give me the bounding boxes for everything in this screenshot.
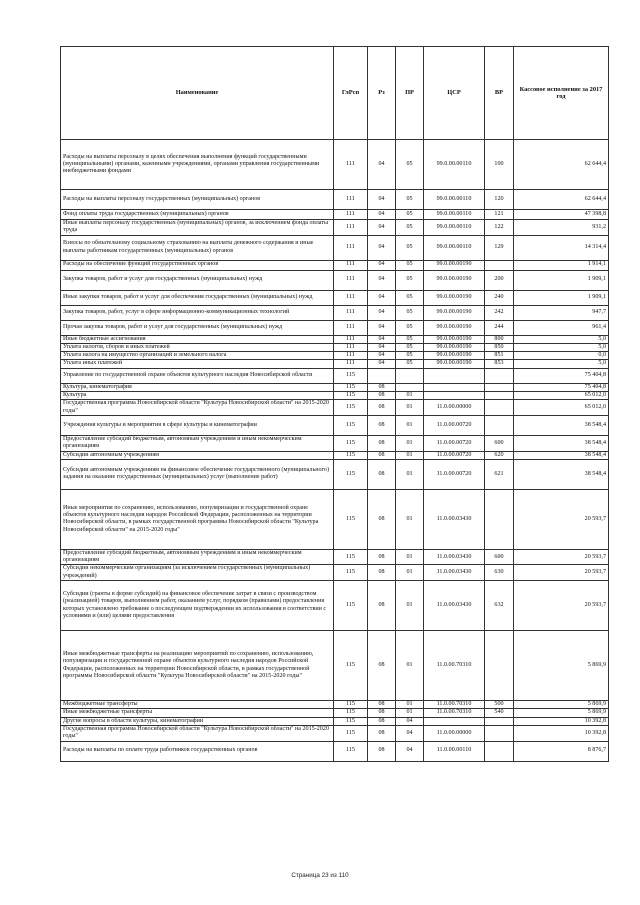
cell-vr: 244 — [485, 320, 514, 335]
table-row — [61, 451, 609, 459]
cell-grs: 111 — [334, 220, 368, 236]
cell-pr: 01 — [396, 392, 424, 400]
cell-pr: 01 — [396, 451, 424, 459]
cell-vr — [485, 392, 514, 400]
cell-pr: 05 — [396, 220, 424, 236]
cell-pr: 01 — [396, 435, 424, 451]
cell-vr: 600 — [485, 549, 514, 565]
cell-grs: 115 — [334, 725, 368, 741]
cell-amount: 75 404,8 — [514, 383, 609, 391]
table-row — [61, 305, 609, 320]
cell-grs: 111 — [334, 235, 368, 260]
cell-grs: 115 — [334, 459, 368, 489]
cell-vr: 120 — [485, 190, 514, 210]
cell-vr — [485, 489, 514, 549]
cell-amount: 65 012,0 — [514, 400, 609, 416]
cell-grs: 111 — [334, 210, 368, 220]
cell-amount: 1 909,1 — [514, 270, 609, 290]
cell-csr: 11.0.00.00720 — [424, 459, 485, 489]
cell-name: Иные закупки товаров, работ и услуг для обеспечения государственных (муниципальных) нужд — [61, 290, 334, 305]
cell-rz: 08 — [368, 549, 396, 565]
cell-vr — [485, 260, 514, 270]
cell-name: Государственная программа Новосибирской области "Культура Новосибирской области" на 2015-2020 годы" — [61, 400, 334, 416]
cell-amount: 5 869,9 — [514, 709, 609, 717]
cell-pr: 05 — [396, 335, 424, 343]
cell-amount: 65 012,0 — [514, 392, 609, 400]
cell-csr — [424, 383, 485, 391]
cell-csr: 11.0.00.03430 — [424, 581, 485, 631]
cell-grs: 111 — [334, 190, 368, 210]
cell-pr: 05 — [396, 343, 424, 351]
cell-amount: 5 869,9 — [514, 701, 609, 709]
cell-amount: 20 593,7 — [514, 565, 609, 581]
cell-pr — [396, 368, 424, 383]
table-row — [61, 400, 609, 416]
cell-pr: 05 — [396, 190, 424, 210]
cell-rz: 04 — [368, 360, 396, 368]
cell-vr — [485, 400, 514, 416]
cell-rz: 08 — [368, 709, 396, 717]
cell-csr: 11.0.00.03430 — [424, 565, 485, 581]
cell-csr: 11.0.00.00720 — [424, 435, 485, 451]
cell-name: Иные межбюджетные трансферты — [61, 709, 334, 717]
cell-csr: 11.0.00.00720 — [424, 451, 485, 459]
cell-name: Взносы по обязательному социальному страхованию на выплаты денежного содержания и иные выплаты работникам государственных (муниципальных) органов — [61, 235, 334, 260]
table-row — [61, 220, 609, 236]
cell-pr: 01 — [396, 400, 424, 416]
cell-amount: 961,4 — [514, 320, 609, 335]
table-row — [61, 717, 609, 725]
cell-csr: 99.0.00.00190 — [424, 305, 485, 320]
cell-csr: 11.0.00.03430 — [424, 549, 485, 565]
table-row — [61, 383, 609, 391]
cell-csr: 99.0.00.00110 — [424, 140, 485, 190]
cell-amount: 8 876,7 — [514, 741, 609, 761]
cell-name: Государственная программа Новосибирской области "Культура Новосибирской области" на 2015-2020 годы" — [61, 725, 334, 741]
cell-csr: 99.0.00.00110 — [424, 235, 485, 260]
cell-csr: 99.0.00.00190 — [424, 360, 485, 368]
cell-amount: 1 909,1 — [514, 290, 609, 305]
cell-pr: 04 — [396, 741, 424, 761]
table-row — [61, 415, 609, 435]
cell-vr: 621 — [485, 459, 514, 489]
cell-rz: 04 — [368, 210, 396, 220]
cell-pr: 04 — [396, 725, 424, 741]
cell-csr: 99.0.00.00190 — [424, 290, 485, 305]
cell-name: Расходы на выплаты по оплате труда работников государственных органов — [61, 741, 334, 761]
cell-vr — [485, 717, 514, 725]
cell-vr: 853 — [485, 360, 514, 368]
cell-csr: 99.0.00.00190 — [424, 320, 485, 335]
header-vr: ВР — [485, 47, 514, 140]
cell-name: Субсидии (гранты в форме субсидий) на финансовое обеспечение затрат в связи с производством (реализацией) товаров, выполнением работ, оказанием услуг, порядком (правилами) предоставления которых установлено требование о последующем подтверждении их использования в соответствии с условиями и (или) целями предоставления — [61, 581, 334, 631]
cell-vr — [485, 741, 514, 761]
cell-name: Субсидии некоммерческим организациям (за исключением государственных (муниципальных) учреждений) — [61, 565, 334, 581]
cell-name: Закупка товаров, работ, услуг в сфере информационно-коммуникационных технологий — [61, 305, 334, 320]
cell-name: Расходы на обеспечение функций государственных органов — [61, 260, 334, 270]
table-row — [61, 270, 609, 290]
cell-name: Учреждения культуры и мероприятия в сфере культуры и кинематографии — [61, 415, 334, 435]
cell-amount: 931,2 — [514, 220, 609, 236]
cell-rz: 08 — [368, 741, 396, 761]
table-row — [61, 549, 609, 565]
header-grs: ГлРсп — [334, 47, 368, 140]
cell-pr: 04 — [396, 717, 424, 725]
cell-csr: 99.0.00.00110 — [424, 220, 485, 236]
cell-amount: 10 392,8 — [514, 717, 609, 725]
table-row — [61, 435, 609, 451]
cell-grs: 115 — [334, 717, 368, 725]
cell-grs: 115 — [334, 489, 368, 549]
cell-rz: 08 — [368, 400, 396, 416]
cell-csr — [424, 392, 485, 400]
table-row — [61, 260, 609, 270]
cell-grs: 115 — [334, 631, 368, 701]
cell-rz: 04 — [368, 220, 396, 236]
cell-vr: 242 — [485, 305, 514, 320]
cell-name: Другие вопросы в области культуры, кинематографии — [61, 717, 334, 725]
cell-amount: 10 392,8 — [514, 725, 609, 741]
cell-csr: 99.0.00.00190 — [424, 260, 485, 270]
cell-name: Уплата налога на имущество организаций и земельного налога — [61, 352, 334, 360]
cell-amount: 20 593,7 — [514, 489, 609, 549]
cell-vr: 100 — [485, 140, 514, 190]
cell-amount: 5,0 — [514, 360, 609, 368]
cell-grs: 115 — [334, 383, 368, 391]
table-row — [61, 709, 609, 717]
cell-pr: 01 — [396, 631, 424, 701]
table-row — [61, 190, 609, 210]
cell-amount: 38 548,4 — [514, 459, 609, 489]
cell-name: Управление по государственной охране объектов культурного наследия Новосибирской области — [61, 368, 334, 383]
table-row — [61, 741, 609, 761]
cell-grs: 111 — [334, 140, 368, 190]
cell-vr: 632 — [485, 581, 514, 631]
cell-pr: 05 — [396, 305, 424, 320]
cell-rz: 04 — [368, 235, 396, 260]
cell-grs: 111 — [334, 260, 368, 270]
table-row — [61, 565, 609, 581]
cell-csr: 11.0.00.00000 — [424, 725, 485, 741]
table-row — [61, 360, 609, 368]
cell-vr — [485, 631, 514, 701]
cell-rz: 04 — [368, 343, 396, 351]
cell-amount: 20 593,7 — [514, 581, 609, 631]
table-body — [61, 140, 609, 762]
cell-vr: 630 — [485, 565, 514, 581]
cell-vr — [485, 415, 514, 435]
cell-grs: 111 — [334, 360, 368, 368]
cell-name: Межбюджетные трансферты — [61, 701, 334, 709]
cell-csr: 11.0.00.00720 — [424, 415, 485, 435]
cell-rz: 08 — [368, 701, 396, 709]
cell-vr: 200 — [485, 270, 514, 290]
cell-name: Субсидии автономным учреждениям на финансовое обеспечение государственного (муниципального) задания на оказание государственных (муниципальных) услуг (выполнение работ) — [61, 459, 334, 489]
table-row — [61, 392, 609, 400]
cell-pr: 05 — [396, 360, 424, 368]
cell-pr: 05 — [396, 290, 424, 305]
cell-rz: 04 — [368, 260, 396, 270]
cell-pr: 01 — [396, 581, 424, 631]
table-row — [61, 489, 609, 549]
cell-amount: 1 914,1 — [514, 260, 609, 270]
cell-pr: 01 — [396, 701, 424, 709]
cell-vr — [485, 383, 514, 391]
cell-rz: 04 — [368, 352, 396, 360]
cell-grs: 115 — [334, 549, 368, 565]
cell-name: Расходы на выплаты персоналу в целях обеспечения выполнения функций государственными (муниципальными) органами, казенными учреждениями, органами управления государственными внебюджетными фондами — [61, 140, 334, 190]
cell-pr: 05 — [396, 235, 424, 260]
cell-name: Прочая закупка товаров, работ и услуг для государственных (муниципальных) нужд — [61, 320, 334, 335]
cell-amount: 38 548,4 — [514, 435, 609, 451]
cell-csr: 99.0.00.00110 — [424, 190, 485, 210]
cell-vr: 500 — [485, 701, 514, 709]
cell-vr: 540 — [485, 709, 514, 717]
cell-name: Культура — [61, 392, 334, 400]
cell-pr: 05 — [396, 352, 424, 360]
cell-rz: 08 — [368, 435, 396, 451]
cell-vr: 129 — [485, 235, 514, 260]
cell-rz: 04 — [368, 320, 396, 335]
cell-vr: 800 — [485, 335, 514, 343]
cell-grs: 111 — [334, 270, 368, 290]
cell-amount: 38 548,4 — [514, 415, 609, 435]
cell-rz: 08 — [368, 725, 396, 741]
cell-grs: 111 — [334, 335, 368, 343]
cell-pr: 05 — [396, 270, 424, 290]
cell-csr: 11.0.00.00110 — [424, 741, 485, 761]
cell-grs: 115 — [334, 415, 368, 435]
table-row — [61, 335, 609, 343]
cell-pr: 01 — [396, 489, 424, 549]
cell-grs: 111 — [334, 320, 368, 335]
header-amount: Кассовое исполнение за 2017 год — [514, 47, 609, 140]
cell-grs: 115 — [334, 451, 368, 459]
cell-name: Предоставление субсидий бюджетным, автономным учреждениям и иным некоммерческим организациям — [61, 549, 334, 565]
cell-csr: 11.0.00.70310 — [424, 631, 485, 701]
cell-csr: 11.0.00.00000 — [424, 400, 485, 416]
cell-vr: 240 — [485, 290, 514, 305]
cell-name: Уплата налогов, сборов и иных платежей — [61, 343, 334, 351]
cell-amount: 5 869,9 — [514, 631, 609, 701]
cell-vr — [485, 368, 514, 383]
table-row — [61, 235, 609, 260]
cell-grs: 115 — [334, 368, 368, 383]
cell-csr: 11.0.00.03430 — [424, 489, 485, 549]
table-row — [61, 210, 609, 220]
cell-amount: 14 314,4 — [514, 235, 609, 260]
cell-vr: 600 — [485, 435, 514, 451]
cell-name: Уплата иных платежей — [61, 360, 334, 368]
cell-rz — [368, 368, 396, 383]
cell-amount: 38 548,4 — [514, 451, 609, 459]
cell-name: Иные межбюджетные трансферты на реализацию мероприятий по сохранению, использованию, популяризации и государственной охране объектов культурного наследия народов Российской Федерации, расположенных на территории Новосибирской области, в рамках государственной программы Новосибирской области "Культура Новосибирской области" на 2015-2020 годы" — [61, 631, 334, 701]
cell-vr: 850 — [485, 343, 514, 351]
cell-csr: 11.0.00.70310 — [424, 701, 485, 709]
cell-amount: 47 398,8 — [514, 210, 609, 220]
cell-vr — [485, 725, 514, 741]
cell-pr: 01 — [396, 565, 424, 581]
cell-grs: 115 — [334, 392, 368, 400]
cell-amount: 947,7 — [514, 305, 609, 320]
cell-rz: 08 — [368, 565, 396, 581]
budget-table — [60, 46, 609, 762]
table-row — [61, 140, 609, 190]
table-row — [61, 352, 609, 360]
cell-rz: 04 — [368, 270, 396, 290]
cell-grs: 115 — [334, 581, 368, 631]
cell-grs: 115 — [334, 565, 368, 581]
cell-pr: 05 — [396, 320, 424, 335]
cell-rz: 08 — [368, 415, 396, 435]
cell-name: Иные бюджетные ассигнования — [61, 335, 334, 343]
header-name: Наименование — [61, 47, 334, 140]
cell-rz: 08 — [368, 717, 396, 725]
cell-rz: 08 — [368, 489, 396, 549]
cell-name: Предоставление субсидий бюджетным, автономным учреждениям и иным некоммерческим организациям — [61, 435, 334, 451]
cell-rz: 04 — [368, 140, 396, 190]
cell-rz: 04 — [368, 190, 396, 210]
cell-name: Фонд оплаты труда государственных (муниципальных) органов — [61, 210, 334, 220]
cell-csr — [424, 368, 485, 383]
cell-vr: 121 — [485, 210, 514, 220]
cell-name: Закупка товаров, работ и услуг для государственных (муниципальных) нужд — [61, 270, 334, 290]
table-header-row — [61, 47, 609, 140]
cell-rz: 08 — [368, 392, 396, 400]
cell-amount: 5,0 — [514, 335, 609, 343]
cell-pr: 01 — [396, 415, 424, 435]
cell-rz: 04 — [368, 290, 396, 305]
cell-csr: 99.0.00.00190 — [424, 270, 485, 290]
cell-vr: 851 — [485, 352, 514, 360]
table-row — [61, 368, 609, 383]
cell-pr — [396, 383, 424, 391]
cell-pr: 01 — [396, 549, 424, 565]
table-row — [61, 725, 609, 741]
table-row — [61, 320, 609, 335]
cell-pr: 01 — [396, 459, 424, 489]
cell-grs: 115 — [334, 435, 368, 451]
cell-grs: 111 — [334, 352, 368, 360]
table-row — [61, 701, 609, 709]
cell-rz: 04 — [368, 335, 396, 343]
table-row — [61, 459, 609, 489]
cell-vr: 620 — [485, 451, 514, 459]
cell-name: Расходы на выплаты персоналу государственных (муниципальных) органов — [61, 190, 334, 210]
cell-amount: 75 404,8 — [514, 368, 609, 383]
table-row — [61, 581, 609, 631]
cell-rz: 08 — [368, 631, 396, 701]
cell-csr: 99.0.00.00190 — [424, 343, 485, 351]
cell-amount: 62 644,4 — [514, 190, 609, 210]
cell-rz: 08 — [368, 383, 396, 391]
cell-csr: 11.0.00.70310 — [424, 709, 485, 717]
table-row — [61, 290, 609, 305]
cell-pr: 05 — [396, 260, 424, 270]
cell-name: Субсидии автономным учреждениям — [61, 451, 334, 459]
cell-csr: 99.0.00.00110 — [424, 210, 485, 220]
cell-csr: 99.0.00.00190 — [424, 352, 485, 360]
cell-name: Иные выплаты персоналу государственных (муниципальных) органов, за исключением фонда оплаты труда — [61, 220, 334, 236]
cell-grs: 111 — [334, 290, 368, 305]
cell-vr: 122 — [485, 220, 514, 236]
cell-amount: 0,0 — [514, 352, 609, 360]
cell-rz: 08 — [368, 451, 396, 459]
header-csr: ЦСР — [424, 47, 485, 140]
cell-amount: 20 593,7 — [514, 549, 609, 565]
cell-pr: 05 — [396, 140, 424, 190]
header-rz: Рз — [368, 47, 396, 140]
cell-rz: 08 — [368, 581, 396, 631]
cell-grs: 111 — [334, 343, 368, 351]
page-footer: Страница 23 из 110 — [291, 872, 349, 879]
table-row — [61, 343, 609, 351]
cell-name: Иные мероприятия по сохранению, использованию, популяризации и государственной охране объектов культурного наследия народов Российской Федерации, расположенных на территории Новосибирской области, в рамках государственной программы Новосибирской области "Культура Новосибирской области" на 2015-2020 годы" — [61, 489, 334, 549]
cell-grs: 115 — [334, 709, 368, 717]
cell-csr — [424, 717, 485, 725]
cell-grs: 115 — [334, 400, 368, 416]
cell-grs: 111 — [334, 305, 368, 320]
table-row — [61, 631, 609, 701]
cell-grs: 115 — [334, 701, 368, 709]
cell-pr: 05 — [396, 210, 424, 220]
cell-rz: 04 — [368, 305, 396, 320]
cell-pr: 01 — [396, 709, 424, 717]
cell-amount: 62 644,4 — [514, 140, 609, 190]
header-pr: ПР — [396, 47, 424, 140]
cell-amount: 5,0 — [514, 343, 609, 351]
cell-rz: 08 — [368, 459, 396, 489]
cell-csr: 99.0.00.00190 — [424, 335, 485, 343]
cell-grs: 115 — [334, 741, 368, 761]
cell-name: Культура, кинематография — [61, 383, 334, 391]
